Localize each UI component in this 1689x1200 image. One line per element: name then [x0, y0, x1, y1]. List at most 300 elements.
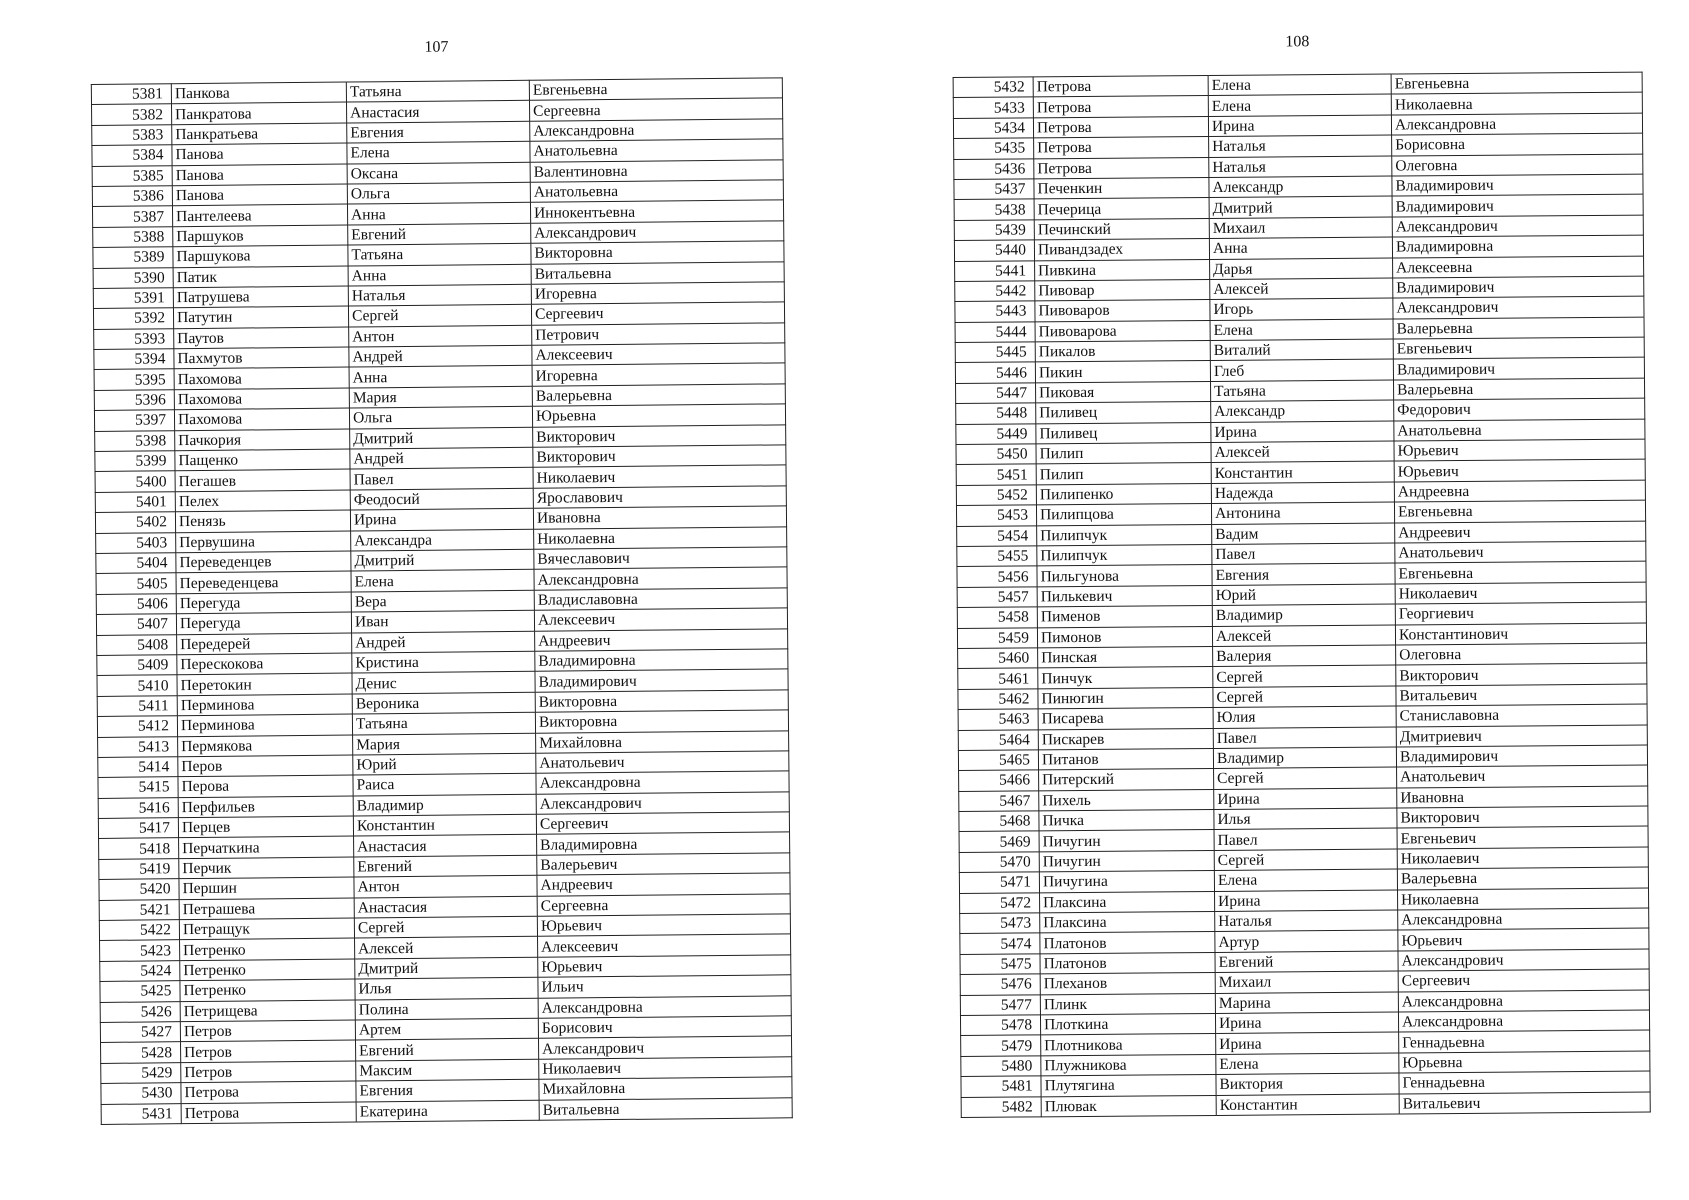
record-number: 5434	[953, 118, 1033, 139]
last-name: Панова	[172, 164, 347, 186]
record-number: 5409	[97, 655, 177, 676]
patronymic: Анатольевич	[536, 751, 789, 774]
first-name: Полина	[355, 998, 538, 1020]
first-name: Елена	[351, 570, 534, 592]
first-name: Елена	[1214, 869, 1397, 891]
last-name: Перцев	[178, 816, 353, 838]
patronymic: Викторович	[533, 445, 786, 468]
patronymic: Евгеньевна	[1391, 72, 1642, 94]
last-name: Петров	[180, 1020, 355, 1042]
record-number: 5412	[97, 716, 177, 737]
record-number: 5416	[98, 797, 178, 818]
record-number: 5440	[954, 240, 1034, 261]
last-name: Петрищева	[180, 1000, 355, 1022]
first-name: Константин	[353, 814, 536, 836]
last-name: Панкратьева	[172, 123, 347, 145]
first-name: Сергей	[1213, 686, 1396, 708]
first-name: Александр	[1211, 400, 1394, 422]
first-name: Ирина	[1216, 1032, 1399, 1054]
record-number: 5384	[92, 145, 172, 166]
last-name: Пименов	[1037, 606, 1212, 628]
patronymic: Валерьевна	[1393, 378, 1644, 400]
last-name: Перова	[178, 775, 353, 797]
last-name: Петрашева	[179, 898, 354, 920]
record-number: 5382	[92, 104, 172, 125]
last-name: Пахмутов	[174, 347, 349, 369]
record-number: 5446	[955, 362, 1035, 383]
record-number: 5395	[94, 369, 174, 390]
first-name: Анна	[1209, 237, 1392, 259]
record-number: 5415	[98, 777, 178, 798]
last-name: Платонов	[1040, 932, 1215, 954]
last-name: Перетокин	[177, 673, 352, 695]
record-number: 5463	[958, 709, 1038, 730]
last-name: Пащенко	[175, 449, 350, 471]
last-name: Печинский	[1034, 218, 1209, 240]
first-name: Сергей	[1214, 767, 1397, 789]
first-name: Артур	[1215, 930, 1398, 952]
first-name: Ирина	[1214, 788, 1397, 810]
first-name: Анастасия	[354, 835, 537, 857]
last-name: Печенкин	[1034, 177, 1209, 199]
last-name: Петрова	[181, 1102, 356, 1124]
record-number: 5436	[954, 158, 1034, 179]
patronymic: Анатольевна	[1394, 419, 1645, 441]
patronymic: Александровна	[1398, 990, 1649, 1012]
record-number: 5423	[100, 940, 180, 961]
last-name: Патик	[173, 266, 348, 288]
patronymic: Викторовна	[531, 241, 784, 264]
patronymic: Ильич	[538, 975, 791, 998]
record-number: 5452	[956, 485, 1036, 506]
first-name: Евгений	[348, 223, 531, 245]
patronymic: Сергеевна	[529, 98, 782, 121]
record-number: 5400	[95, 471, 175, 492]
patronymic: Александровна	[1398, 908, 1649, 930]
roster-table	[91, 77, 793, 1125]
first-name: Юрий	[1212, 584, 1395, 606]
patronymic: Игоревна	[532, 363, 785, 386]
patronymic: Михайловна	[536, 730, 789, 753]
last-name: Пахомова	[174, 408, 349, 430]
record-number: 5401	[95, 492, 175, 513]
last-name: Плутягина	[1041, 1075, 1216, 1097]
first-name: Ирина	[350, 508, 533, 530]
record-number: 5402	[95, 512, 175, 533]
record-number: 5407	[96, 614, 176, 635]
first-name: Андрей	[350, 447, 533, 469]
last-name: Пиковая	[1036, 381, 1211, 403]
record-number: 5441	[955, 260, 1035, 281]
patronymic: Александровна	[536, 771, 789, 794]
patronymic: Витальевич	[1399, 1092, 1650, 1114]
patronymic: Александрович	[1393, 296, 1644, 318]
record-number: 5455	[957, 546, 1037, 567]
patronymic: Михайловна	[539, 1077, 792, 1100]
patronymic: Владимировна	[1392, 235, 1643, 257]
last-name: Пивовар	[1035, 279, 1210, 301]
record-number: 5447	[956, 383, 1036, 404]
last-name: Пегашев	[175, 469, 350, 491]
first-name: Виталий	[1210, 339, 1393, 361]
first-name: Вера	[351, 590, 534, 612]
first-name: Павел	[1214, 828, 1397, 850]
record-number: 5420	[99, 879, 179, 900]
first-name: Ирина	[1215, 890, 1398, 912]
patronymic: Андреевич	[535, 628, 788, 651]
patronymic: Алексеевич	[532, 343, 785, 366]
patronymic: Юрьевич	[538, 955, 791, 978]
first-name: Анастасия	[354, 896, 537, 918]
first-name: Алексей	[355, 937, 538, 959]
first-name: Антонина	[1211, 502, 1394, 524]
record-number: 5443	[955, 301, 1035, 322]
record-number: 5388	[93, 226, 173, 247]
last-name: Петренко	[180, 959, 355, 981]
patronymic: Петрович	[532, 323, 785, 346]
last-name: Пачкория	[175, 429, 350, 451]
record-number: 5469	[959, 831, 1039, 852]
last-name: Плотникова	[1041, 1034, 1216, 1056]
last-name: Пахомова	[174, 388, 349, 410]
last-name: Петрова	[1033, 116, 1208, 138]
last-name: Петров	[181, 1040, 356, 1062]
patronymic: Николаевна	[1398, 888, 1649, 910]
record-number: 5385	[92, 165, 172, 186]
first-name: Сергей	[1213, 665, 1396, 687]
last-name: Плужникова	[1041, 1054, 1216, 1076]
record-number: 5462	[958, 689, 1038, 710]
last-name: Пахомова	[174, 367, 349, 389]
record-number: 5394	[94, 349, 174, 370]
last-name: Пивандзадех	[1034, 239, 1209, 261]
patronymic: Юрьевна	[532, 404, 785, 427]
last-name: Питерский	[1039, 769, 1214, 791]
patronymic: Анатольевна	[530, 180, 783, 203]
last-name: Паутов	[174, 327, 349, 349]
first-name: Илья	[355, 977, 538, 999]
last-name: Пичугина	[1039, 871, 1214, 893]
patronymic: Борисовна	[1392, 133, 1643, 155]
patronymic: Евгеньевна	[1395, 561, 1646, 583]
patronymic: Николаевич	[1397, 847, 1648, 869]
last-name: Перчаткина	[179, 836, 354, 858]
patronymic: Владимирович	[1393, 358, 1644, 380]
first-name: Мария	[349, 386, 532, 408]
last-name: Петренко	[180, 979, 355, 1001]
record-number: 5478	[960, 1015, 1040, 1036]
first-name: Татьяна	[352, 712, 535, 734]
first-name: Павел	[1213, 727, 1396, 749]
patronymic: Викторович	[1396, 663, 1647, 685]
record-number: 5438	[954, 199, 1034, 220]
first-name: Антон	[354, 875, 537, 897]
last-name: Петрова	[1034, 157, 1209, 179]
last-name: Пикалов	[1035, 341, 1210, 363]
first-name: Анастасия	[346, 101, 529, 123]
first-name: Владимир	[1212, 604, 1395, 626]
last-name: Плювак	[1041, 1095, 1216, 1117]
last-name: Паршукова	[173, 245, 348, 267]
record-number: 5428	[101, 1042, 181, 1063]
first-name: Феодосий	[350, 488, 533, 510]
patronymic: Александрович	[538, 1036, 791, 1059]
patronymic: Андреевич	[537, 873, 790, 896]
record-number: 5393	[94, 328, 174, 349]
patronymic: Андреевна	[1394, 480, 1645, 502]
record-number: 5406	[96, 593, 176, 614]
first-name: Елена	[1210, 319, 1393, 341]
first-name: Евгений	[1215, 951, 1398, 973]
patronymic: Сергеевич	[1398, 969, 1649, 991]
first-name: Раиса	[353, 774, 536, 796]
patronymic: Валерьевич	[537, 853, 790, 876]
last-name: Пилип	[1036, 463, 1211, 485]
last-name: Пантелеева	[172, 204, 347, 226]
last-name: Пенязь	[175, 510, 350, 532]
first-name: Татьяна	[346, 80, 529, 102]
first-name: Дмитрий	[1209, 196, 1392, 218]
last-name: Перминова	[177, 694, 352, 716]
last-name: Плоткина	[1040, 1013, 1215, 1035]
last-name: Переведенцев	[176, 551, 351, 573]
last-name: Панкратова	[172, 102, 347, 124]
patronymic: Ивановна	[1397, 786, 1648, 808]
first-name: Ольга	[347, 182, 530, 204]
patronymic: Юрьевич	[1394, 459, 1645, 481]
last-name: Перегуда	[176, 612, 351, 634]
first-name: Сергей	[348, 305, 531, 327]
last-name: Переведенцева	[176, 571, 351, 593]
first-name: Александр	[1209, 176, 1392, 198]
record-number: 5387	[92, 206, 172, 227]
first-name: Надежда	[1211, 482, 1394, 504]
first-name: Татьяна	[1211, 380, 1394, 402]
last-name: Пильгунова	[1037, 565, 1212, 587]
patronymic: Юрьевна	[1399, 1051, 1650, 1073]
last-name: Петрова	[1033, 96, 1208, 118]
patronymic: Николаевич	[1395, 582, 1646, 604]
record-number: 5424	[100, 960, 180, 981]
last-name: Панкова	[171, 82, 346, 104]
patronymic: Игоревна	[531, 282, 784, 305]
record-number: 5399	[95, 451, 175, 472]
first-name: Александра	[351, 529, 534, 551]
patronymic: Владимирович	[535, 669, 788, 692]
patronymic: Александровна	[538, 995, 791, 1018]
patronymic: Александрович	[531, 221, 784, 244]
last-name: Пермякова	[178, 735, 353, 757]
first-name: Наталья	[348, 284, 531, 306]
last-name: Перов	[178, 755, 353, 777]
patronymic: Витальевич	[1396, 684, 1647, 706]
record-number: 5427	[100, 1022, 180, 1043]
patronymic: Сергеевна	[537, 893, 790, 916]
last-name: Печерица	[1034, 198, 1209, 220]
patronymic: Дмитриевич	[1396, 725, 1647, 747]
first-name: Евгений	[355, 1039, 538, 1061]
last-name: Пичка	[1039, 810, 1214, 832]
last-name: Пелех	[175, 490, 350, 512]
patronymic: Владимирович	[1392, 194, 1643, 216]
patronymic: Валерьевна	[1393, 317, 1644, 339]
first-name: Сергей	[354, 916, 537, 938]
record-number: 5404	[96, 553, 176, 574]
record-number: 5390	[93, 267, 173, 288]
record-number: 5482	[961, 1096, 1041, 1117]
record-number: 5468	[959, 811, 1039, 832]
last-name: Передерей	[177, 633, 352, 655]
first-name: Андрей	[352, 631, 535, 653]
record-number: 5391	[93, 288, 173, 309]
record-number: 5461	[958, 668, 1038, 689]
patronymic: Владимировна	[537, 832, 790, 855]
record-number: 5403	[96, 532, 176, 553]
last-name: Петрова	[181, 1081, 356, 1103]
patronymic: Владимирович	[1396, 745, 1647, 767]
patronymic: Иннокентьевна	[530, 200, 783, 223]
patronymic: Борисович	[538, 1016, 791, 1039]
patronymic: Алексеевич	[534, 608, 787, 631]
record-number: 5430	[101, 1083, 181, 1104]
first-name: Наталья	[1209, 156, 1392, 178]
first-name: Евгения	[1212, 563, 1395, 585]
record-number: 5477	[960, 994, 1040, 1015]
first-name: Владимир	[353, 794, 536, 816]
record-number: 5481	[961, 1076, 1041, 1097]
first-name: Михаил	[1209, 217, 1392, 239]
last-name: Пивоваров	[1035, 300, 1210, 322]
last-name: Пичугин	[1039, 830, 1214, 852]
first-name: Максим	[356, 1059, 539, 1081]
first-name: Евгения	[356, 1079, 539, 1101]
patronymic: Александрович	[1392, 215, 1643, 237]
record-number: 5389	[93, 247, 173, 268]
last-name: Пивоварова	[1035, 320, 1210, 342]
first-name: Илья	[1214, 808, 1397, 830]
patronymic: Ярославович	[533, 486, 786, 509]
first-name: Ирина	[1208, 115, 1391, 137]
last-name: Первушина	[176, 531, 351, 553]
record-number: 5472	[960, 892, 1040, 913]
patronymic: Николаевич	[539, 1057, 792, 1080]
first-name: Дарья	[1210, 258, 1393, 280]
first-name: Анна	[348, 264, 531, 286]
patronymic: Александровна	[1391, 113, 1642, 135]
last-name: Паршуков	[173, 225, 348, 247]
record-number: 5454	[957, 525, 1037, 546]
record-number: 5431	[101, 1103, 181, 1124]
first-name: Константин	[1216, 1094, 1399, 1116]
record-number: 5442	[955, 281, 1035, 302]
first-name: Владимир	[1213, 747, 1396, 769]
record-number: 5411	[97, 695, 177, 716]
patronymic: Вячеславович	[534, 547, 787, 570]
last-name: Плаксина	[1040, 891, 1215, 913]
record-number: 5414	[98, 757, 178, 778]
last-name: Петров	[181, 1061, 356, 1083]
patronymic: Владимирович	[1393, 276, 1644, 298]
last-name: Пинчук	[1038, 667, 1213, 689]
record-number: 5408	[97, 634, 177, 655]
last-name: Пиливец	[1036, 422, 1211, 444]
last-name: Пихель	[1039, 789, 1214, 811]
patronymic: Станиславовна	[1396, 704, 1647, 726]
record-number: 5396	[94, 390, 174, 411]
last-name: Перескокова	[177, 653, 352, 675]
last-name: Патрушева	[173, 286, 348, 308]
patronymic: Юрьевич	[1398, 928, 1649, 950]
first-name: Вероника	[352, 692, 535, 714]
first-name: Елена	[1216, 1053, 1399, 1075]
first-name: Анна	[347, 203, 530, 225]
last-name: Перминова	[177, 714, 352, 736]
first-name: Анна	[349, 366, 532, 388]
record-number: 5457	[957, 587, 1037, 608]
patronymic: Олеговна	[1396, 643, 1647, 665]
patronymic: Валерьевна	[1397, 867, 1648, 889]
first-name: Михаил	[1215, 971, 1398, 993]
patronymic: Евгеньевич	[1397, 827, 1648, 849]
last-name: Писарева	[1038, 708, 1213, 730]
record-number: 5465	[958, 750, 1038, 771]
last-name: Пискарев	[1038, 728, 1213, 750]
record-number: 5471	[959, 872, 1039, 893]
record-number: 5383	[92, 125, 172, 146]
first-name: Алексей	[1210, 278, 1393, 300]
first-name: Вадим	[1212, 523, 1395, 545]
patronymic: Николаевич	[533, 465, 786, 488]
patronymic: Александровна	[534, 567, 787, 590]
patronymic: Александрович	[1398, 949, 1649, 971]
first-name: Иван	[351, 610, 534, 632]
record-number: 5410	[97, 675, 177, 696]
patronymic: Владимировна	[535, 649, 788, 672]
patronymic: Валентиновна	[530, 159, 783, 182]
record-number: 5405	[96, 573, 176, 594]
patronymic: Евгеньевич	[1393, 337, 1644, 359]
last-name: Першин	[179, 877, 354, 899]
record-number: 5459	[957, 627, 1037, 648]
first-name: Андрей	[349, 345, 532, 367]
record-number: 5421	[99, 899, 179, 920]
last-name: Перфильев	[178, 796, 353, 818]
record-number: 5381	[91, 84, 171, 105]
last-name: Панова	[172, 184, 347, 206]
patronymic: Викторовна	[535, 690, 788, 713]
record-number: 5392	[93, 308, 173, 329]
last-name: Пичугин	[1039, 850, 1214, 872]
first-name: Дмитрий	[351, 549, 534, 571]
last-name: Пиливец	[1036, 402, 1211, 424]
record-number: 5476	[960, 974, 1040, 995]
record-number: 5475	[960, 954, 1040, 975]
record-number: 5466	[959, 770, 1039, 791]
last-name: Пивкина	[1035, 259, 1210, 281]
record-number: 5480	[961, 1056, 1041, 1077]
record-number: 5433	[953, 97, 1033, 118]
page-number: 108	[1285, 33, 1310, 51]
last-name: Питанов	[1038, 748, 1213, 770]
first-name: Екатерина	[356, 1100, 539, 1122]
first-name: Дмитрий	[355, 957, 538, 979]
first-name: Виктория	[1216, 1073, 1399, 1095]
last-name: Пилипцова	[1036, 504, 1211, 526]
first-name: Оксана	[347, 162, 530, 184]
record-number: 5437	[954, 179, 1034, 200]
patronymic: Александровна	[530, 119, 783, 142]
first-name: Кристина	[352, 651, 535, 673]
